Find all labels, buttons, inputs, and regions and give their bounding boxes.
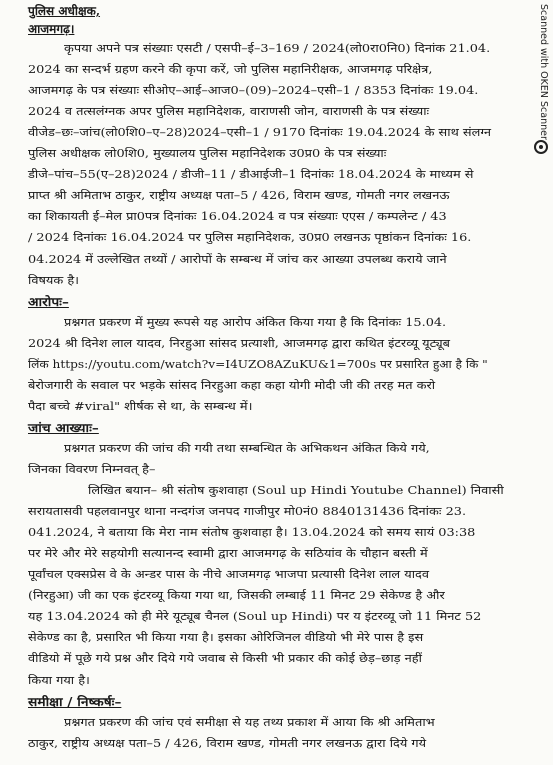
body-line: किया गया है।: [28, 674, 90, 687]
section-heading: जांच आख्याः–: [28, 421, 99, 435]
body-line: वीजेड–छः–जांच(लो0शि0–ए–28)2024–एसी–1 / 9170 दिनांकः 19.04.2024 के साथ संलग्न: [28, 126, 492, 139]
body-line: लिंक https://youtu.com/watch?v=I4UZO8AZuKU&1=700s पर प्रसारित हुआ है कि ": [28, 358, 488, 371]
body-line: वीडियो में पूछे गये प्रश्न और दिये गये जवाब से किसी भी प्रकार की कोई छेड़–छाड़ नहीं: [28, 652, 422, 665]
body-line: प्रश्नगत प्रकरण में मुख्य रूपसे यह आरोप अंकित किया गया है कि दिनांकः 15.04.: [64, 316, 447, 329]
body-line: प्रश्नगत प्रकरण की जांच की गयी तथा सम्बन्धित के अभिकथन अंकित किये गये,: [64, 442, 430, 455]
body-line: आजमगढ़ के पत्र संख्याः सीओए–आई–आज0–(09)–2024–एसी–1 / 8353 दिनांकः 19.04.: [28, 84, 479, 97]
body-line: प्राप्त श्री अमिताभ ठाकुर, राष्ट्रीय अध्यक्ष पता–5 / 426, विराम खण्ड, गोमती नगर लखनऊ: [28, 189, 450, 202]
body-line: प्रश्नगत प्रकरण की जांच एवं समीक्षा से यह तथ्य प्रकाश में आया कि श्री अमिताभ: [64, 716, 435, 729]
body-line: पुलिस अधीक्षक लो0शि0, मुख्यालय पुलिस महानिदेशक उ0प्र0 के पत्र संख्याः: [28, 147, 387, 160]
place-line: आजमगढ़।: [28, 22, 75, 36]
body-line: जिनका विवरण निम्नवत् है–: [28, 463, 156, 476]
body-line: लिखित बयान– श्री संतोष कुशवाहा (Soul up Hindi Youtube Channel) निवासी: [88, 484, 504, 497]
body-line: विषयक है।: [28, 274, 80, 287]
body-line: ठाकुर, राष्ट्रीय अध्यक्ष पता–5 / 426, विराम खण्ड, गोमती नगर लखनऊ द्वारा दिये गये: [28, 737, 427, 750]
section-heading: आरोपः–: [28, 295, 69, 309]
body-line: बेरोजगारी के सवाल पर भड़के सांसद निरहुआ कहा कहा योगी मोदी जी की तरह मत करो: [28, 379, 436, 392]
body-line: पैदा बच्चे #viral" शीर्षक से था, के सम्बन्ध में।: [28, 400, 253, 413]
body-line: 2024 व तत्सलंग्नक अपर पुलिस महानिदेशक, वाराणसी जोन, वाराणसी के पत्र संख्याः: [28, 105, 430, 118]
oken-scanner-logo-icon: [534, 140, 548, 154]
body-line: सेकेण्ड का है, प्रसारित भी किया गया है। इसका ओरिजिनल वीडियो भी मेरे पास है इस: [28, 631, 424, 644]
body-line: कृपया अपने पत्र संख्याः एसटी / एसपी–ई–3–169 / 2024(लो0रा0नि0) दिनांक 21.04.: [64, 42, 491, 55]
body-line: पूर्वांचल एक्सप्रेस वे के अन्डर पास के नीचे आजमगढ़ भाजपा प्रत्यासी दिनेश लाल यादव: [28, 568, 430, 581]
body-line: 2024 श्री दिनेश लाल यादव, निरहुआ सांसद प्रत्याशी, आजमगढ़ द्वारा कथित इंटरव्यू यूट्यूब: [28, 337, 451, 350]
body-line: / 2024 दिनांकः 16.04.2024 पर पुलिस महानिदेशक, उ0प्र0 लखनऊ पृष्ठांकन दिनांकः 16.: [28, 231, 472, 244]
section-heading: समीक्षा / निष्कर्षः–: [28, 695, 122, 709]
scanner-watermark: [535, 0, 551, 765]
body-line: 2024 का सन्दर्भ ग्रहण करने की कृपा करें, जो पुलिस महानिरीक्षक, आजमगढ़ परिक्षेत्र,: [28, 63, 433, 76]
body-line: 041.2024, ने बताया कि मेरा नाम संतोष कुशवाहा है। 13.04.2024 को समय सायं 03:38: [28, 526, 476, 539]
body-line: सरायतासवी पहलवानपुर थाना नन्दगंज जनपद गाजीपुर मो0नं0 8840131436 दिनांकः 23.: [28, 505, 467, 518]
body-line: पर मेरे और मेरे सहयोगी सत्यानन्द स्वामी द्वारा आजमगढ़ के सठियांव के चौहान बस्ती में: [28, 547, 428, 560]
body-line: 04.2024 में उल्लेखित तथ्यों / आरोपों के सम्बन्ध में जांच कर आख्या उपलब्ध कराये जाने: [28, 253, 447, 266]
body-line: का शिकायती ई–मेल प्रा0पत्र दिनांकः 16.04.2024 व पत्र संख्याः एएस / कम्पलेन्ट / 43: [28, 210, 447, 223]
body-line: डीजे–पांच–55(ए–28)2024 / डीजी–11 / डीआईजी–1 दिनांकः 18.04.2024 के माध्यम से: [28, 168, 474, 181]
scanner-watermark-text: Scanned with OKEN Scanner: [538, 4, 549, 140]
body-line: यह 13.04.2024 को ही मेरे यूट्यूब चैनल (Soul up Hindi) पर य इंटरव्यू जो 11 मिनट 52: [28, 610, 482, 623]
body-line: (निरहुआ) जी का एक इंटरव्यू किया गया था, जिसकी लम्बाई 11 मिनट 29 सेकेण्ड है और: [28, 589, 445, 602]
addressee-line: पुलिस अधीक्षक,: [28, 4, 101, 18]
